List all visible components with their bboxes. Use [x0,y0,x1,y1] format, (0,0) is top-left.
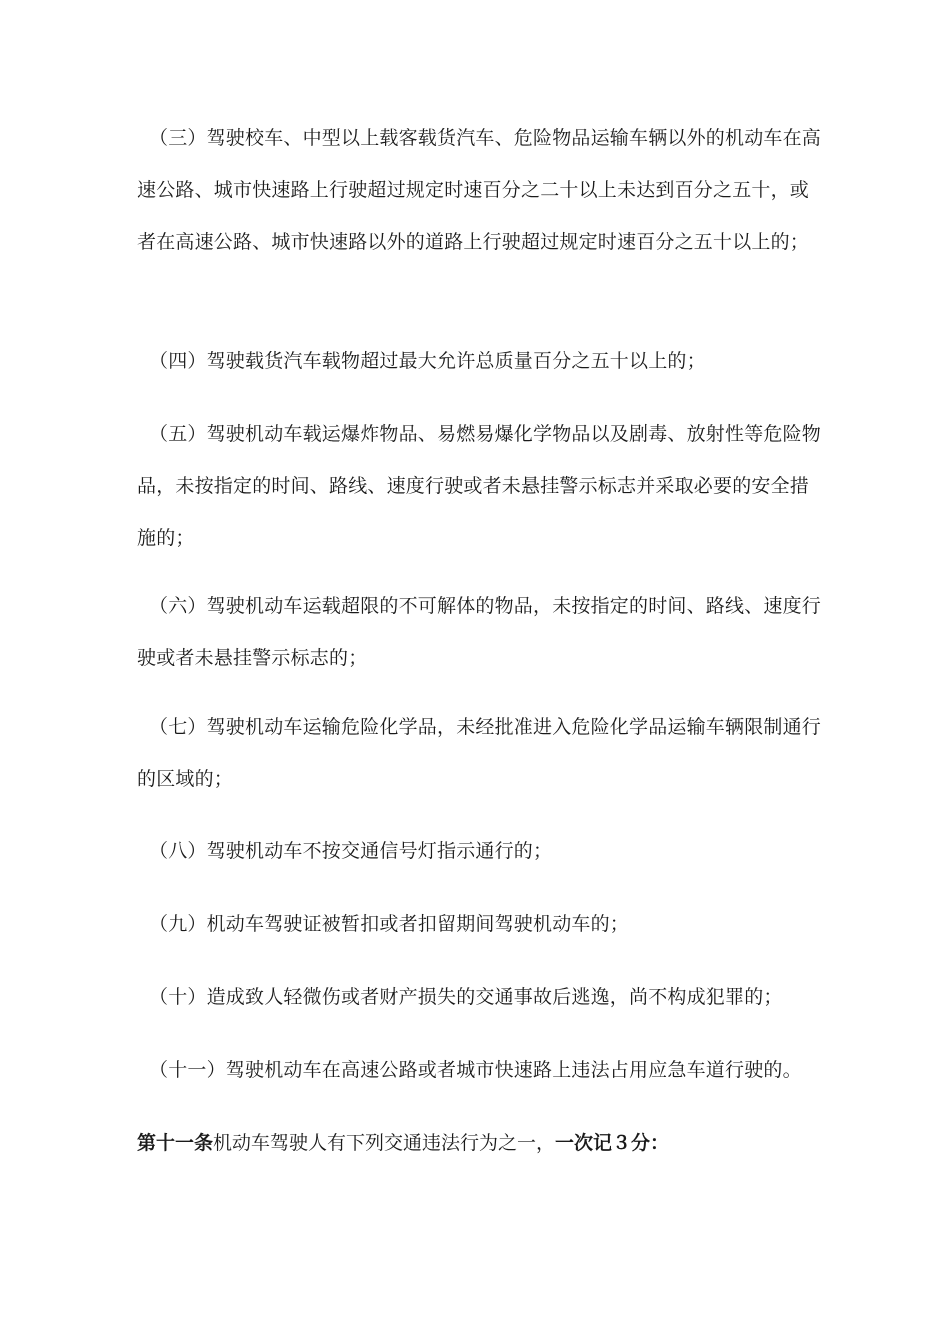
item-text: （十）造成致人轻微伤或者财产损失的交通事故后逃逸，尚不构成犯罪的； [149,986,783,1008]
article-paragraph [137,1117,827,1169]
list-item [137,1044,827,1096]
list-item [137,825,827,877]
item-text: （八）驾驶机动车不按交通信号灯指示通行的； [149,840,553,862]
list-item [137,898,827,950]
item-text: （四）驾驶载货汽车载物超过最大允许总质量百分之五十以上的； [149,350,706,372]
item-text: （五）驾驶机动车载运爆炸物品、易燃易爆化学物品以及剧毒、放射性等危险物品，未按指定的时间、路线、速度行驶或者未悬挂警示标志并采取必要的安全措施的； [137,423,822,549]
item-text: （七）驾驶机动车运输危险化学品，未经批准进入危险化学品运输车辆限制通行的区域的； [137,716,822,790]
list-item [137,408,827,564]
item-text: （九）机动车驾驶证被暂扣或者扣留期间驾驶机动车的； [149,913,630,935]
item-text: （六）驾驶机动车运载超限的不可解体的物品，未按指定的时间、路线、速度行驶或者未悬挂警示标志的； [137,595,822,669]
list-item [137,335,827,387]
list-item [137,112,827,268]
item-text: （十一）驾驶机动车在高速公路或者城市快速路上违法占用应急车道行驶的。 [149,1059,802,1081]
list-item [137,701,827,805]
list-item [137,580,827,684]
item-text: （三）驾驶校车、中型以上载客载货汽车、危险物品运输车辆以外的机动车在高速公路、城市快速路上行驶超过规定时速百分之二十以上未达到百分之五十，或者在高速公路、城市快速路以外的道路上行驶超过规定时速百分之五十以上的； [137,127,822,253]
list-item [137,971,827,1023]
article-emphasis: 一次记３分 [555,1132,651,1154]
article-body: 机动车驾驶人有下列交通违法行为之一， [213,1132,556,1154]
article-heading: 第十一条 [137,1132,214,1154]
article-tail: ： [650,1132,670,1154]
